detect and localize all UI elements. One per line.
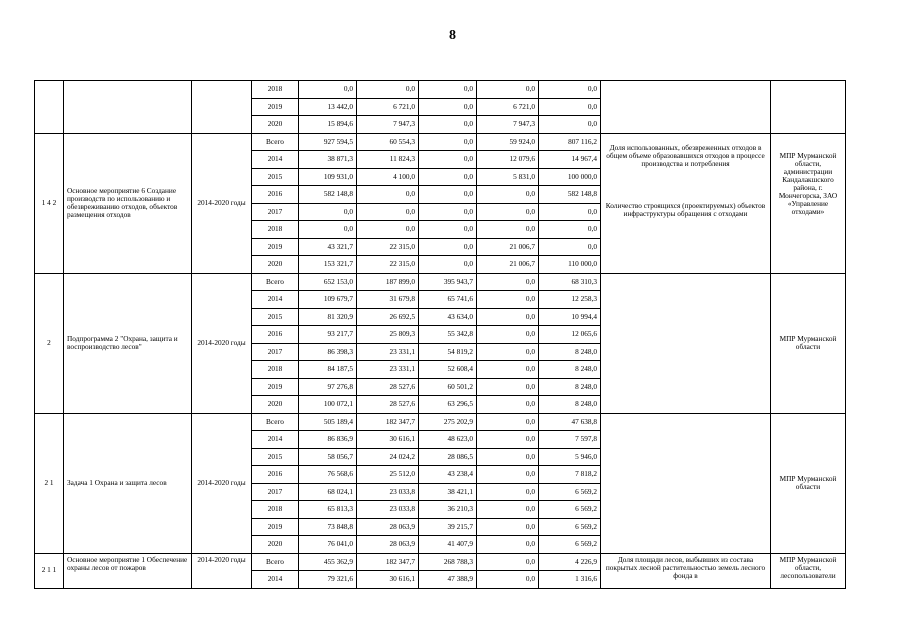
amount-cell: 55 342,8 <box>419 326 477 344</box>
amount-cell: 76 568,6 <box>299 466 357 484</box>
amount-cell: 8 248,0 <box>539 361 601 379</box>
amount-cell: 0,0 <box>419 168 477 186</box>
amount-cell: 582 148,8 <box>539 186 601 204</box>
amount-cell: 0,0 <box>357 221 419 239</box>
period-cell: 2014-2020 годы <box>192 553 252 588</box>
year-cell: Всего <box>252 133 299 151</box>
year-cell: Всего <box>252 553 299 571</box>
amount-cell: 100 000,0 <box>539 168 601 186</box>
year-cell: 2015 <box>252 308 299 326</box>
amount-cell: 0,0 <box>419 81 477 99</box>
amount-cell: 0,0 <box>477 483 539 501</box>
amount-cell: 0,0 <box>477 81 539 99</box>
table-row <box>35 413 846 431</box>
indicator-text: Количество строящихся (проектируемых) объектов инфраструктуры обращения с отходами <box>605 200 766 218</box>
amount-cell: 0,0 <box>419 133 477 151</box>
period-cell <box>192 81 252 134</box>
amount-cell: 275 202,9 <box>419 413 477 431</box>
amount-cell: 182 347,7 <box>357 553 419 571</box>
year-cell: 2020 <box>252 116 299 134</box>
amount-cell: 0,0 <box>539 238 601 256</box>
amount-cell: 25 512,0 <box>357 466 419 484</box>
amount-cell: 0,0 <box>419 186 477 204</box>
year-cell: 2014 <box>252 291 299 309</box>
year-cell: 2017 <box>252 483 299 501</box>
item-name-cell: Основное мероприятие 1 Обеспечение охраны лесов от пожаров <box>64 553 192 588</box>
amount-cell: 0,0 <box>477 378 539 396</box>
amount-cell: 65 741,6 <box>419 291 477 309</box>
amount-cell: 25 809,3 <box>357 326 419 344</box>
year-cell: 2018 <box>252 501 299 519</box>
amount-cell: 68 024,1 <box>299 483 357 501</box>
amount-cell: 76 041,0 <box>299 536 357 554</box>
page-number: 8 <box>449 28 456 43</box>
amount-cell: 68 310,3 <box>539 273 601 291</box>
amount-cell: 6 721,0 <box>477 98 539 116</box>
amount-cell: 5 946,0 <box>539 448 601 466</box>
amount-cell: 0,0 <box>419 98 477 116</box>
amount-cell: 43 238,4 <box>419 466 477 484</box>
amount-cell: 455 362,9 <box>299 553 357 571</box>
amount-cell: 41 407,9 <box>419 536 477 554</box>
amount-cell: 6 569,2 <box>539 518 601 536</box>
amount-cell: 24 024,2 <box>357 448 419 466</box>
indicator-cell <box>601 133 771 273</box>
amount-cell: 7 818,2 <box>539 466 601 484</box>
year-cell: 2018 <box>252 81 299 99</box>
amount-cell: 505 189,4 <box>299 413 357 431</box>
amount-cell: 110 000,0 <box>539 256 601 274</box>
year-cell: Всего <box>252 413 299 431</box>
year-cell: 2016 <box>252 186 299 204</box>
executor-cell: МПР Мурманской области, лесопользователи <box>771 553 846 588</box>
amount-cell: 8 248,0 <box>539 343 601 361</box>
amount-cell: 0,0 <box>477 308 539 326</box>
amount-cell: 73 848,8 <box>299 518 357 536</box>
amount-cell: 39 215,7 <box>419 518 477 536</box>
amount-cell: 47 388,9 <box>419 571 477 589</box>
year-cell: 2018 <box>252 361 299 379</box>
amount-cell: 0,0 <box>357 81 419 99</box>
amount-cell: 1 316,6 <box>539 571 601 589</box>
amount-cell: 0,0 <box>477 221 539 239</box>
amount-cell: 153 321,7 <box>299 256 357 274</box>
year-cell: 2018 <box>252 221 299 239</box>
table-row <box>35 553 846 571</box>
amount-cell: 0,0 <box>419 151 477 169</box>
amount-cell: 81 320,9 <box>299 308 357 326</box>
amount-cell: 43 634,0 <box>419 308 477 326</box>
amount-cell: 5 831,0 <box>477 168 539 186</box>
amount-cell: 36 210,3 <box>419 501 477 519</box>
amount-cell: 807 116,2 <box>539 133 601 151</box>
amount-cell: 582 148,8 <box>299 186 357 204</box>
amount-cell: 0,0 <box>477 448 539 466</box>
program-finance-table <box>34 80 846 589</box>
amount-cell: 30 616,1 <box>357 431 419 449</box>
indicator-cell <box>601 81 771 134</box>
period-cell: 2014-2020 годы <box>192 133 252 273</box>
indicator-cell <box>601 273 771 413</box>
amount-cell: 0,0 <box>477 431 539 449</box>
amount-cell: 109 679,7 <box>299 291 357 309</box>
amount-cell: 23 331,1 <box>357 361 419 379</box>
item-code-cell: 2 <box>35 273 64 413</box>
amount-cell: 28 527,6 <box>357 396 419 414</box>
amount-cell: 927 594,5 <box>299 133 357 151</box>
amount-cell: 0,0 <box>477 186 539 204</box>
amount-cell: 21 006,7 <box>477 238 539 256</box>
indicator-text: Доля использованных, обезвреженных отходов в общем объеме образовавшихся отходов в процессе производства и потребления <box>606 142 765 168</box>
year-cell: 2014 <box>252 151 299 169</box>
amount-cell: 22 315,0 <box>357 238 419 256</box>
amount-cell: 0,0 <box>477 501 539 519</box>
amount-cell: 0,0 <box>477 466 539 484</box>
year-cell: 2017 <box>252 343 299 361</box>
amount-cell: 23 033,8 <box>357 483 419 501</box>
executor-cell: МПР Мурманской области, администрации Кандалакшского района, г. Мончегорска, ЗАО «Управление отходами» <box>771 133 846 273</box>
year-cell: 2020 <box>252 536 299 554</box>
amount-cell: 12 065,6 <box>539 326 601 344</box>
amount-cell: 0,0 <box>477 536 539 554</box>
amount-cell: 0,0 <box>477 361 539 379</box>
amount-cell: 0,0 <box>299 81 357 99</box>
year-cell: Всего <box>252 273 299 291</box>
amount-cell: 48 623,0 <box>419 431 477 449</box>
amount-cell: 395 943,7 <box>419 273 477 291</box>
amount-cell: 0,0 <box>539 98 601 116</box>
amount-cell: 8 248,0 <box>539 396 601 414</box>
year-cell: 2019 <box>252 518 299 536</box>
amount-cell: 0,0 <box>539 81 601 99</box>
amount-cell: 86 398,3 <box>299 343 357 361</box>
amount-cell: 0,0 <box>299 221 357 239</box>
amount-cell: 0,0 <box>357 203 419 221</box>
amount-cell: 23 033,8 <box>357 501 419 519</box>
indicator-text: Доля площади лесов, выбывших из состава покрытых лесной растительностью земель лесного фонда в <box>605 554 766 580</box>
year-cell: 2016 <box>252 466 299 484</box>
amount-cell: 0,0 <box>477 273 539 291</box>
table-row <box>35 273 846 291</box>
amount-cell: 59 924,0 <box>477 133 539 151</box>
amount-cell: 12 079,6 <box>477 151 539 169</box>
amount-cell: 652 153,0 <box>299 273 357 291</box>
period-cell: 2014-2020 годы <box>192 413 252 553</box>
amount-cell: 38 871,3 <box>299 151 357 169</box>
amount-cell: 0,0 <box>477 343 539 361</box>
year-cell: 2020 <box>252 256 299 274</box>
amount-cell: 23 331,1 <box>357 343 419 361</box>
amount-cell: 60 501,2 <box>419 378 477 396</box>
amount-cell: 0,0 <box>419 221 477 239</box>
amount-cell: 0,0 <box>539 221 601 239</box>
amount-cell: 38 421,1 <box>419 483 477 501</box>
amount-cell: 182 347,7 <box>357 413 419 431</box>
amount-cell: 54 819,2 <box>419 343 477 361</box>
year-cell: 2016 <box>252 326 299 344</box>
amount-cell: 6 569,2 <box>539 536 601 554</box>
amount-cell: 0,0 <box>299 203 357 221</box>
amount-cell: 28 063,9 <box>357 536 419 554</box>
amount-cell: 60 554,3 <box>357 133 419 151</box>
amount-cell: 6 721,0 <box>357 98 419 116</box>
amount-cell: 28 063,9 <box>357 518 419 536</box>
executor-cell: МПР Мурманской области <box>771 273 846 413</box>
amount-cell: 0,0 <box>477 396 539 414</box>
indicator-cell <box>601 413 771 553</box>
year-cell: 2014 <box>252 571 299 589</box>
amount-cell: 0,0 <box>477 413 539 431</box>
item-name-cell: Подпрограмма 2 "Охрана, защита и воспроизводство лесов" <box>64 273 192 413</box>
year-cell: 2015 <box>252 448 299 466</box>
amount-cell: 7 597,8 <box>539 431 601 449</box>
amount-cell: 0,0 <box>419 238 477 256</box>
amount-cell: 58 056,7 <box>299 448 357 466</box>
table-row <box>35 133 846 151</box>
amount-cell: 28 527,6 <box>357 378 419 396</box>
year-cell: 2020 <box>252 396 299 414</box>
item-code-cell: 2 1 1 <box>35 553 64 588</box>
table-row <box>35 81 846 99</box>
amount-cell: 0,0 <box>477 571 539 589</box>
amount-cell: 0,0 <box>357 186 419 204</box>
item-name-cell: Основное мероприятие 6 Создание производств по использованию и обезвреживанию отходов, объектов размещения отходов <box>64 133 192 273</box>
amount-cell: 0,0 <box>419 203 477 221</box>
amount-cell: 0,0 <box>477 291 539 309</box>
amount-cell: 84 187,5 <box>299 361 357 379</box>
amount-cell: 21 006,7 <box>477 256 539 274</box>
amount-cell: 109 931,0 <box>299 168 357 186</box>
amount-cell: 93 217,7 <box>299 326 357 344</box>
amount-cell: 11 824,3 <box>357 151 419 169</box>
amount-cell: 14 967,4 <box>539 151 601 169</box>
amount-cell: 28 086,5 <box>419 448 477 466</box>
amount-cell: 4 100,0 <box>357 168 419 186</box>
year-cell: 2017 <box>252 203 299 221</box>
amount-cell: 0,0 <box>539 116 601 134</box>
amount-cell: 79 321,6 <box>299 571 357 589</box>
amount-cell: 6 569,2 <box>539 483 601 501</box>
item-code-cell: 2 1 <box>35 413 64 553</box>
amount-cell: 0,0 <box>477 203 539 221</box>
amount-cell: 26 692,5 <box>357 308 419 326</box>
year-cell: 2015 <box>252 168 299 186</box>
amount-cell: 0,0 <box>477 553 539 571</box>
amount-cell: 8 248,0 <box>539 378 601 396</box>
amount-cell: 0,0 <box>419 116 477 134</box>
executor-cell: МПР Мурманской области <box>771 413 846 553</box>
amount-cell: 22 315,0 <box>357 256 419 274</box>
executor-cell <box>771 81 846 134</box>
amount-cell: 6 569,2 <box>539 501 601 519</box>
amount-cell: 47 638,8 <box>539 413 601 431</box>
item-code-cell <box>35 81 64 134</box>
amount-cell: 31 679,8 <box>357 291 419 309</box>
period-cell: 2014-2020 годы <box>192 273 252 413</box>
amount-cell: 100 072,1 <box>299 396 357 414</box>
amount-cell: 268 788,3 <box>419 553 477 571</box>
item-code-cell: 1 4 2 <box>35 133 64 273</box>
amount-cell: 10 994,4 <box>539 308 601 326</box>
amount-cell: 0,0 <box>539 203 601 221</box>
amount-cell: 86 836,9 <box>299 431 357 449</box>
amount-cell: 65 813,3 <box>299 501 357 519</box>
item-name-cell: Задача 1 Охрана и защита лесов <box>64 413 192 553</box>
amount-cell: 0,0 <box>477 326 539 344</box>
amount-cell: 63 296,5 <box>419 396 477 414</box>
year-cell: 2014 <box>252 431 299 449</box>
amount-cell: 7 947,3 <box>477 116 539 134</box>
amount-cell: 13 442,0 <box>299 98 357 116</box>
item-name-cell <box>64 81 192 134</box>
amount-cell: 15 894,6 <box>299 116 357 134</box>
year-cell: 2019 <box>252 378 299 396</box>
amount-cell: 7 947,3 <box>357 116 419 134</box>
amount-cell: 4 226,9 <box>539 553 601 571</box>
amount-cell: 52 608,4 <box>419 361 477 379</box>
indicator-cell <box>601 553 771 588</box>
amount-cell: 187 899,0 <box>357 273 419 291</box>
amount-cell: 30 616,1 <box>357 571 419 589</box>
amount-cell: 0,0 <box>419 256 477 274</box>
year-cell: 2019 <box>252 98 299 116</box>
amount-cell: 43 321,7 <box>299 238 357 256</box>
amount-cell: 12 258,3 <box>539 291 601 309</box>
year-cell: 2019 <box>252 238 299 256</box>
amount-cell: 0,0 <box>477 518 539 536</box>
amount-cell: 97 276,8 <box>299 378 357 396</box>
